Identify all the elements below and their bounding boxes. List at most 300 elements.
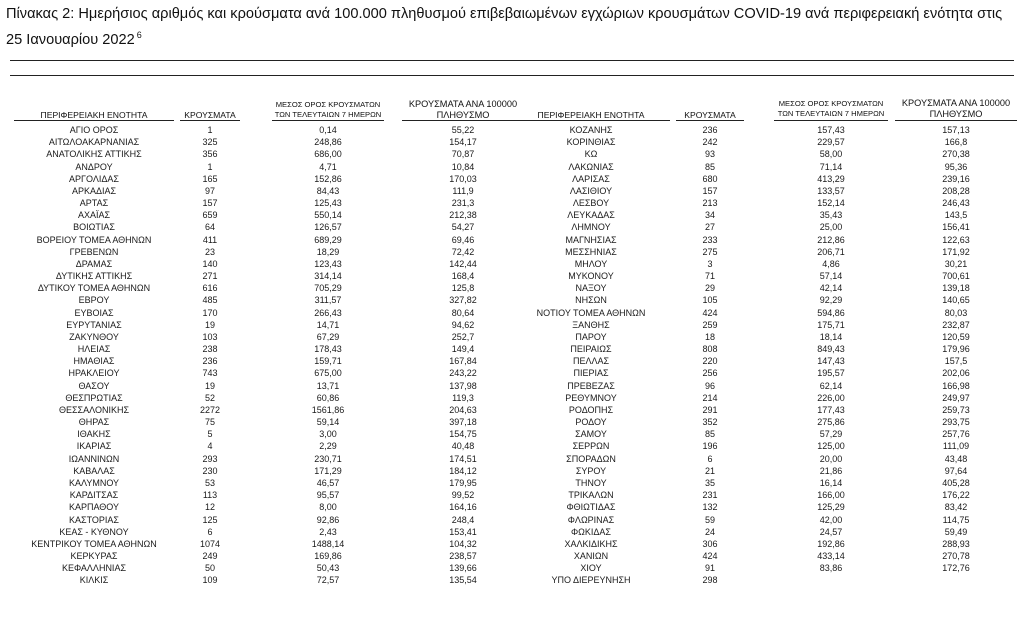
right-region-name: ΛΑΡΙΣΑΣ	[572, 173, 610, 184]
left-region-name: ΚΑΣΤΟΡΙΑΣ	[69, 514, 119, 525]
right-avg-7day-value: 83,86	[819, 563, 843, 574]
header-cases-right: ΚΡΟΥΣΜΑΤΑ	[684, 110, 736, 120]
left-cases-value: 12	[204, 502, 215, 513]
left-avg-7day-value: 686,00	[314, 149, 342, 160]
header-region-left: ΠΕΡΙΦΕΡΕΙΑΚΗ ΕΝΟΤΗΤΑ	[40, 110, 148, 120]
right-region-name: ΚΟΖΑΝΗΣ	[569, 125, 613, 135]
right-cases-value: 105	[702, 295, 718, 306]
header-cases-left: ΚΡΟΥΣΜΑΤΑ	[184, 110, 236, 120]
header-underline	[676, 120, 744, 121]
right-per-100k-value: 246,43	[942, 198, 970, 209]
table-row	[0, 221, 1024, 233]
left-cases-value: 75	[204, 417, 215, 428]
right-per-100k-value: 166,98	[942, 380, 970, 391]
left-cases-value: 230	[202, 465, 218, 476]
right-per-100k-value: 139,18	[942, 283, 970, 294]
right-cases-value: 220	[702, 356, 718, 367]
right-per-100k-value: 249,97	[942, 392, 970, 403]
left-region-name: ΑΡΤΑΣ	[79, 198, 109, 209]
right-per-100k-value: 157,5	[944, 356, 968, 367]
left-region-name: ΚΕΑΣ - ΚΥΘΝΟΥ	[59, 526, 129, 537]
right-avg-7day-value: 413,29	[817, 173, 845, 184]
table-row	[0, 270, 1024, 282]
left-per-100k-value: 80,64	[451, 307, 475, 318]
left-cases-value: 1	[207, 161, 213, 172]
right-cases-value: 242	[702, 137, 718, 148]
table-row	[0, 453, 1024, 465]
right-region-name: ΤΡΙΚΑΛΩΝ	[568, 490, 614, 501]
right-cases-value: 132	[702, 502, 718, 513]
left-per-100k-value: 238,57	[449, 551, 477, 562]
left-avg-7day-value: 169,86	[314, 551, 342, 562]
right-region-name: ΦΩΚΙΔΑΣ	[571, 526, 611, 537]
left-per-100k-value: 139,66	[449, 563, 477, 574]
left-per-100k-value: 55,22	[451, 125, 475, 135]
right-region-name: ΚΩ	[584, 149, 598, 160]
left-cases-value: 140	[202, 258, 218, 269]
right-per-100k-value: 232,87	[942, 319, 970, 330]
right-per-100k-value: 30,21	[944, 258, 968, 269]
left-avg-7day-value: 2,29	[319, 441, 337, 452]
left-cases-value: 53	[204, 477, 215, 488]
left-avg-7day-value: 4,71	[319, 161, 337, 172]
right-region-name: ΚΟΡΙΝΘΙΑΣ	[566, 137, 616, 148]
left-cases-value: 411	[202, 234, 218, 245]
right-cases-value: 259	[702, 319, 718, 330]
right-cases-value: 256	[702, 368, 718, 379]
left-cases-value: 23	[204, 246, 215, 257]
left-avg-7day-value: 92,86	[316, 514, 340, 525]
table-body	[0, 124, 1024, 587]
left-cases-value: 52	[204, 392, 215, 403]
table-row	[0, 209, 1024, 221]
left-region-name: ΘΕΣΣΑΛΟΝΙΚΗΣ	[58, 404, 130, 415]
right-per-100k-value: 259,73	[942, 404, 970, 415]
right-avg-7day-value: 16,14	[819, 477, 843, 488]
table-row	[0, 526, 1024, 538]
right-cases-value: 96	[704, 380, 715, 391]
left-region-name: ΙΘΑΚΗΣ	[77, 429, 111, 440]
left-avg-7day-value: 59,14	[316, 417, 340, 428]
table-row	[0, 404, 1024, 416]
right-per-100k-value: 700,61	[942, 271, 970, 282]
right-per-100k-value: 111,09	[942, 441, 970, 452]
left-per-100k-value: 137,98	[449, 380, 477, 391]
left-avg-7day-value: 0,14	[319, 125, 337, 135]
right-cases-value: 27	[704, 222, 715, 233]
table-row	[0, 416, 1024, 428]
header-per100k-line2: ΠΛΗΘΥΣΜΟ	[436, 110, 490, 120]
left-region-name: ΑΝΑΤΟΛΙΚΗΣ ΑΤΤΙΚΗΣ	[46, 149, 142, 160]
table-row	[0, 294, 1024, 306]
right-region-name: ΝΑΞΟΥ	[575, 283, 607, 294]
table-row	[0, 234, 1024, 246]
left-avg-7day-value: 675,00	[314, 368, 342, 379]
right-cases-value: 275	[702, 246, 718, 257]
left-cases-value: 6	[207, 526, 213, 537]
left-per-100k-value: 54,27	[451, 222, 475, 233]
table-row	[0, 440, 1024, 452]
header-per100k-line1: ΚΡΟΥΣΜΑΤΑ ΑΝΑ 100000	[408, 99, 518, 109]
left-region-name: ΓΡΕΒΕΝΩΝ	[69, 246, 119, 257]
left-per-100k-value: 252,7	[451, 331, 475, 342]
left-avg-7day-value: 550,14	[314, 210, 342, 221]
right-per-100k-value: 172,76	[942, 563, 970, 574]
left-cases-value: 19	[204, 380, 215, 391]
left-avg-7day-value: 84,43	[316, 185, 340, 196]
left-per-100k-value: 70,87	[451, 149, 475, 160]
table-row	[0, 246, 1024, 258]
left-per-100k-value: 142,44	[449, 258, 477, 269]
table-row	[0, 392, 1024, 404]
table-row	[0, 514, 1024, 526]
left-per-100k-value: 153,41	[449, 526, 477, 537]
right-avg-7day-value: 229,57	[817, 137, 845, 148]
left-avg-7day-value: 72,57	[316, 575, 340, 586]
right-per-100k-value: 43,48	[944, 453, 968, 464]
header-avg-line1: ΜΕΣΟΣ ΟΡΟΣ ΚΡΟΥΣΜΑΤΩΝ	[778, 99, 884, 108]
left-cases-value: 1	[207, 125, 213, 135]
right-per-100k-value: 171,92	[942, 246, 970, 257]
right-avg-7day-value: 58,00	[819, 149, 843, 160]
left-cases-value: 4	[207, 441, 213, 452]
left-per-100k-value: 243,22	[449, 368, 477, 379]
left-avg-7day-value: 3,00	[319, 429, 337, 440]
right-avg-7day-value: 24,57	[819, 526, 843, 537]
right-avg-7day-value: 57,14	[819, 271, 843, 282]
table-title-text: Πίνακας 2: Ημερήσιος αριθμός και κρούσματα ανά 100.000 πληθυσμού επιβεβαιωμένων εγχώριων κρουσμάτων COVID-19 ανά περιφερειακή ενότητα στις 25 Ιανουαρίου 2022	[6, 6, 1003, 48]
left-region-name: ΚΑΒΑΛΑΣ	[73, 465, 115, 476]
right-avg-7day-value: 92,29	[819, 295, 843, 306]
left-cases-value: 50	[204, 563, 215, 574]
table-row	[0, 173, 1024, 185]
header-rule	[10, 75, 1014, 76]
right-region-name: ΝΗΣΩΝ	[575, 295, 607, 306]
right-region-name: ΠΕΛΛΑΣ	[572, 356, 610, 367]
right-avg-7day-value: 195,57	[817, 368, 845, 379]
left-region-name: ΒΟΡΕΙΟΥ ΤΟΜΕΑ ΑΘΗΝΩΝ	[36, 234, 152, 245]
right-avg-7day-value: 192,86	[817, 538, 845, 549]
left-avg-7day-value: 266,43	[314, 307, 342, 318]
right-per-100k-value: 140,65	[942, 295, 970, 306]
right-cases-value: 214	[702, 392, 718, 403]
right-per-100k-value: 270,78	[942, 551, 970, 562]
right-cases-value: 213	[702, 198, 718, 209]
right-avg-7day-value: 42,00	[819, 514, 843, 525]
left-region-name: ΗΛΕΙΑΣ	[77, 344, 111, 355]
left-region-name: ΘΑΣΟΥ	[78, 380, 110, 391]
right-avg-7day-value: 4,86	[822, 258, 840, 269]
right-cases-value: 18	[704, 331, 715, 342]
left-per-100k-value: 99,52	[451, 490, 475, 501]
header-per100k-line2: ΠΛΗΘΥΣΜΟ	[929, 109, 983, 119]
left-cases-value: 2272	[199, 404, 221, 415]
left-avg-7day-value: 311,57	[314, 295, 342, 306]
left-region-name: ΗΜΑΘΙΑΣ	[73, 356, 115, 367]
right-region-name: ΛΑΣΙΘΙΟΥ	[569, 185, 613, 196]
left-cases-value: 238	[202, 344, 218, 355]
right-per-100k-value: 405,28	[942, 477, 970, 488]
right-cases-value: 35	[704, 477, 715, 488]
table-row	[0, 367, 1024, 379]
table-row	[0, 465, 1024, 477]
header-avg-line2: ΤΩΝ ΤΕΛΕΥΤΑΙΩΝ 7 ΗΜΕΡΩΝ	[777, 108, 885, 118]
left-per-100k-value: 10,84	[451, 161, 475, 172]
right-per-100k-value: 120,59	[942, 331, 970, 342]
left-cases-value: 249	[202, 551, 218, 562]
right-per-100k-value: 176,22	[942, 490, 970, 501]
left-avg-7day-value: 314,14	[314, 271, 342, 282]
right-avg-7day-value: 71,14	[819, 161, 843, 172]
left-avg-7day-value: 171,29	[314, 465, 342, 476]
right-region-name: ΛΗΜΝΟΥ	[571, 222, 611, 233]
right-avg-7day-value: 42,14	[819, 283, 843, 294]
right-cases-value: 291	[702, 404, 718, 415]
table-row	[0, 380, 1024, 392]
left-per-100k-value: 170,03	[449, 173, 477, 184]
right-region-name: ΜΕΣΣΗΝΙΑΣ	[565, 246, 617, 257]
right-region-name: ΡΟΔΟΥ	[575, 417, 607, 428]
right-avg-7day-value: 175,71	[817, 319, 845, 330]
table-row	[0, 477, 1024, 489]
header-underline	[512, 120, 670, 121]
right-region-name: ΛΕΣΒΟΥ	[572, 198, 610, 209]
right-per-100k-value: 95,36	[944, 161, 968, 172]
left-avg-7day-value: 230,71	[314, 453, 342, 464]
right-avg-7day-value: 177,43	[817, 404, 845, 415]
left-region-name: ΘΗΡΑΣ	[78, 417, 110, 428]
right-per-100k-value: 156,41	[942, 222, 970, 233]
right-cases-value: 352	[702, 417, 718, 428]
left-region-name: ΙΚΑΡΙΑΣ	[76, 441, 112, 452]
left-avg-7day-value: 178,43	[314, 344, 342, 355]
left-per-100k-value: 184,12	[449, 465, 477, 476]
table-row	[0, 562, 1024, 574]
footnote-marker: 6	[136, 30, 142, 40]
table-title	[6, 4, 1016, 51]
left-region-name: ΚΕΝΤΡΙΚΟΥ ΤΟΜΕΑ ΑΘΗΝΩΝ	[31, 538, 157, 549]
left-avg-7day-value: 152,86	[314, 173, 342, 184]
right-avg-7day-value: 849,43	[817, 344, 845, 355]
left-cases-value: 19	[204, 319, 215, 330]
left-avg-7day-value: 2,43	[319, 526, 337, 537]
left-region-name: ΚΑΛΥΜΝΟΥ	[68, 477, 120, 488]
right-per-100k-value: 202,06	[942, 368, 970, 379]
right-cases-value: 424	[702, 307, 718, 318]
right-region-name: ΡΟΔΟΠΗΣ	[568, 404, 614, 415]
left-cases-value: 236	[202, 356, 218, 367]
left-cases-value: 97	[204, 185, 215, 196]
table-row	[0, 319, 1024, 331]
right-avg-7day-value: 157,43	[817, 125, 845, 135]
right-cases-value: 424	[702, 551, 718, 562]
left-avg-7day-value: 67,29	[316, 331, 340, 342]
left-per-100k-value: 119,3	[452, 392, 474, 403]
left-region-name: ΔΥΤΙΚΗΣ ΑΤΤΙΚΗΣ	[55, 271, 133, 282]
left-region-name: ΑΧΑΪΑΣ	[77, 210, 111, 221]
right-cases-value: 157	[702, 185, 718, 196]
left-per-100k-value: 94,62	[451, 319, 475, 330]
left-per-100k-value: 397,18	[449, 417, 477, 428]
right-per-100k-value: 157,13	[942, 125, 970, 135]
right-per-100k-value: 293,75	[942, 417, 970, 428]
right-region-name: ΠΡΕΒΕΖΑΣ	[567, 380, 615, 391]
right-region-name: ΤΗΝΟΥ	[575, 477, 607, 488]
left-region-name: ΔΥΤΙΚΟΥ ΤΟΜΕΑ ΑΘΗΝΩΝ	[37, 283, 151, 294]
right-cases-value: 85	[704, 161, 715, 172]
right-avg-7day-value: 594,86	[817, 307, 845, 318]
left-cases-value: 271	[202, 271, 218, 282]
right-per-100k-value: 97,64	[944, 465, 968, 476]
left-per-100k-value: 179,95	[449, 477, 477, 488]
right-per-100k-value: 270,38	[942, 149, 970, 160]
right-cases-value: 29	[704, 283, 715, 294]
left-region-name: ΔΡΑΜΑΣ	[75, 258, 113, 269]
header-avg-right	[774, 99, 888, 118]
left-per-100k-value: 135,54	[449, 575, 477, 586]
left-region-name: ΚΑΡΔΙΤΣΑΣ	[69, 490, 119, 501]
table-row	[0, 428, 1024, 440]
table-row	[0, 550, 1024, 562]
right-avg-7day-value: 25,00	[819, 222, 843, 233]
left-region-name: ΕΥΒΟΙΑΣ	[74, 307, 114, 318]
right-per-100k-value: 80,03	[944, 307, 968, 318]
table-row	[0, 258, 1024, 270]
right-avg-7day-value: 226,00	[817, 392, 845, 403]
right-per-100k-value: 59,49	[944, 526, 968, 537]
right-avg-7day-value: 212,86	[817, 234, 845, 245]
left-per-100k-value: 212,38	[449, 210, 477, 221]
left-region-name: ΕΥΡΥΤΑΝΙΑΣ	[66, 319, 122, 330]
right-per-100k-value: 257,76	[942, 429, 970, 440]
right-avg-7day-value: 166,00	[817, 490, 845, 501]
header-avg-line2: ΤΩΝ ΤΕΛΕΥΤΑΙΩΝ 7 ΗΜΕΡΩΝ	[274, 109, 382, 119]
right-per-100k-value: 239,16	[942, 173, 970, 184]
left-avg-7day-value: 1488,14	[311, 538, 345, 549]
left-avg-7day-value: 13,71	[316, 380, 340, 391]
table-row	[0, 197, 1024, 209]
left-cases-value: 113	[202, 490, 218, 501]
left-avg-7day-value: 689,29	[314, 234, 342, 245]
right-avg-7day-value: 152,14	[817, 198, 845, 209]
right-cases-value: 59	[704, 514, 715, 525]
right-cases-value: 298	[702, 575, 718, 586]
left-region-name: ΙΩΑΝΝΙΝΩΝ	[68, 453, 120, 464]
right-cases-value: 6	[707, 453, 713, 464]
table-row	[0, 282, 1024, 294]
left-cases-value: 103	[202, 331, 218, 342]
right-per-100k-value: 166,8	[944, 137, 968, 148]
right-avg-7day-value: 62,14	[819, 380, 843, 391]
left-avg-7day-value: 14,71	[316, 319, 340, 330]
right-region-name: ΧΙΟΥ	[580, 563, 602, 574]
header-avg-left	[272, 100, 384, 119]
left-per-100k-value: 72,42	[451, 246, 475, 257]
left-region-name: ΑΡΓΟΛΙΔΑΣ	[69, 173, 119, 184]
left-cases-value: 356	[202, 149, 218, 160]
right-cases-value: 306	[702, 538, 718, 549]
right-region-name: ΜΗΛΟΥ	[574, 258, 608, 269]
right-region-name: ΦΛΩΡΙΝΑΣ	[567, 514, 615, 525]
header-avg-line1: ΜΕΣΟΣ ΟΡΟΣ ΚΡΟΥΣΜΑΤΩΝ	[275, 100, 381, 109]
left-region-name: ΕΒΡΟΥ	[78, 295, 110, 306]
left-per-100k-value: 154,17	[449, 137, 477, 148]
left-per-100k-value: 69,46	[451, 234, 475, 245]
right-region-name: ΜΥΚΟΝΟΥ	[568, 271, 614, 282]
right-per-100k-value: 143,5	[944, 210, 968, 221]
left-avg-7day-value: 248,86	[314, 137, 342, 148]
table-row	[0, 148, 1024, 160]
right-region-name: ΠΑΡΟΥ	[575, 331, 607, 342]
left-region-name: ΑΙΤΩΛΟΑΚΑΡΝΑΝΙΑΣ	[48, 137, 140, 148]
left-avg-7day-value: 95,57	[316, 490, 340, 501]
left-cases-value: 64	[204, 222, 215, 233]
right-region-name: ΞΑΝΘΗΣ	[572, 319, 610, 330]
right-per-100k-value: 179,96	[942, 344, 970, 355]
table-row	[0, 185, 1024, 197]
right-region-name: ΠΕΙΡΑΙΩΣ	[570, 344, 612, 355]
right-avg-7day-value: 433,14	[817, 551, 845, 562]
left-avg-7day-value: 50,43	[316, 563, 340, 574]
right-avg-7day-value: 147,43	[817, 356, 845, 367]
right-region-name: ΥΠΟ ΔΙΕΡΕΥΝΗΣΗ	[551, 575, 631, 586]
right-cases-value: 71	[704, 271, 715, 282]
right-cases-value: 233	[702, 234, 718, 245]
left-per-100k-value: 40,48	[451, 441, 475, 452]
table-row	[0, 489, 1024, 501]
left-per-100k-value: 154,75	[449, 429, 477, 440]
left-cases-value: 5	[207, 429, 213, 440]
left-per-100k-value: 111,9	[452, 185, 474, 196]
left-avg-7day-value: 46,57	[316, 477, 340, 488]
left-per-100k-value: 327,82	[449, 295, 477, 306]
top-rule	[10, 60, 1014, 61]
table-row	[0, 307, 1024, 319]
left-per-100k-value: 164,16	[449, 502, 477, 513]
left-cases-value: 293	[202, 453, 218, 464]
right-per-100k-value: 122,63	[942, 234, 970, 245]
left-per-100k-value: 168,4	[451, 271, 475, 282]
right-avg-7day-value: 125,29	[817, 502, 845, 513]
right-cases-value: 24	[704, 526, 715, 537]
left-region-name: ΒΟΙΩΤΙΑΣ	[73, 222, 115, 233]
left-cases-value: 109	[202, 575, 218, 586]
left-region-name: ΚΑΡΠΑΘΟΥ	[68, 502, 120, 513]
left-per-100k-value: 125,8	[451, 283, 475, 294]
right-region-name: ΡΕΘΥΜΝΟΥ	[565, 392, 617, 403]
right-region-name: ΠΙΕΡΙΑΣ	[573, 368, 609, 379]
table-row	[0, 343, 1024, 355]
right-avg-7day-value: 21,86	[819, 465, 843, 476]
left-per-100k-value: 167,84	[449, 356, 477, 367]
left-region-name: ΚΙΛΚΙΣ	[79, 575, 109, 586]
header-underline	[774, 120, 888, 121]
header-region-right: ΠΕΡΙΦΕΡΕΙΑΚΗ ΕΝΟΤΗΤΑ	[537, 110, 645, 120]
table-row	[0, 331, 1024, 343]
right-cases-value: 231	[702, 490, 718, 501]
right-cases-value: 34	[704, 210, 715, 221]
header-per100k-right	[895, 98, 1017, 120]
left-cases-value: 1074	[199, 538, 221, 549]
right-per-100k-value: 288,93	[942, 538, 970, 549]
header-per100k-left	[402, 99, 524, 121]
left-per-100k-value: 174,51	[449, 453, 477, 464]
left-cases-value: 170	[202, 307, 218, 318]
right-per-100k-value: 114,75	[942, 514, 970, 525]
left-cases-value: 125	[202, 514, 218, 525]
left-region-name: ΑΡΚΑΔΙΑΣ	[71, 185, 117, 196]
left-cases-value: 157	[202, 198, 218, 209]
